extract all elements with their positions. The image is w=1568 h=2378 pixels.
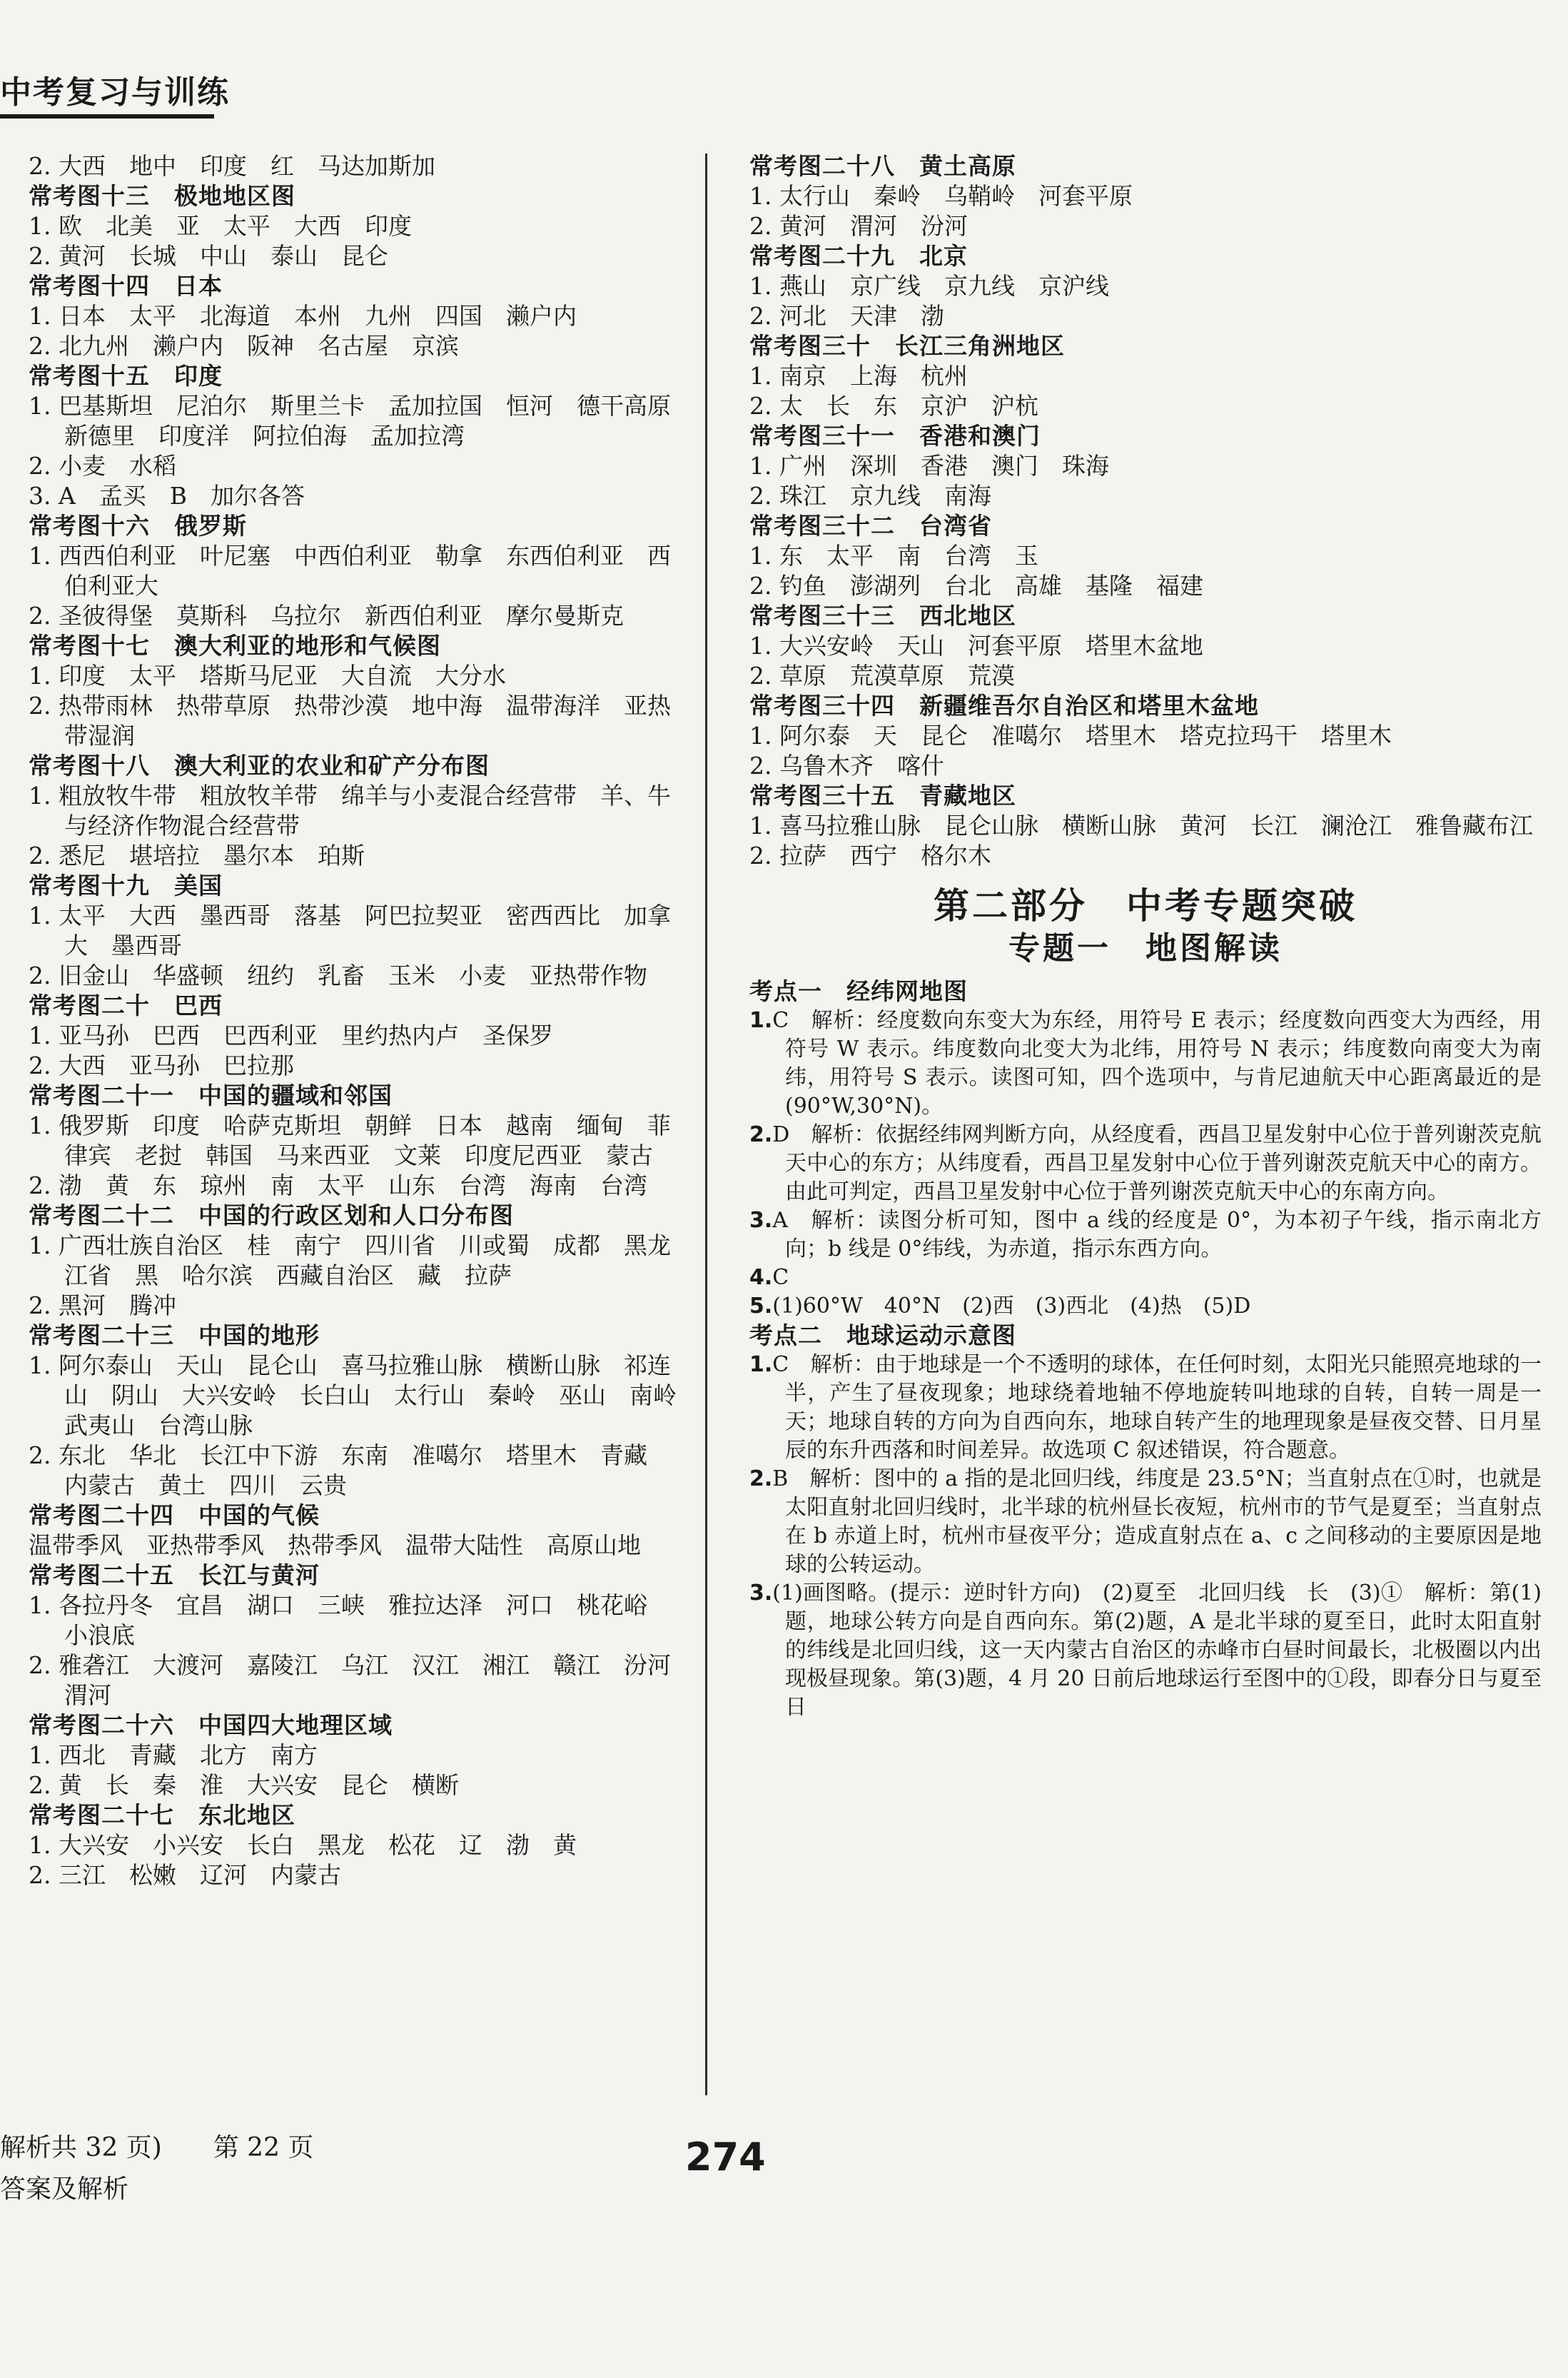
section-heading: 常考图三十五 青藏地区 bbox=[749, 782, 1016, 810]
answer-line: 2. 黄 长 秦 淮 大兴安 昆仑 横断 bbox=[29, 1771, 459, 1799]
explanation-item bbox=[749, 1351, 1542, 1465]
answer-line: 1. 西西伯利亚 叶尼塞 中西伯利亚 勒拿 东西伯利亚 西伯利亚大 bbox=[29, 542, 671, 600]
item-number: 5. bbox=[749, 1294, 773, 1319]
answer-line: 2. 太 长 东 京沪 沪杭 bbox=[749, 392, 1038, 420]
answer-line: 2. 渤 黄 东 琼州 南 太平 山东 台湾 海南 台湾 bbox=[29, 1172, 647, 1199]
explanation-item bbox=[749, 1292, 1542, 1321]
item-number: 3. bbox=[749, 1581, 773, 1606]
item-number: 3. bbox=[749, 1208, 773, 1233]
answer-line: 2. 乌鲁木齐 喀什 bbox=[749, 752, 944, 780]
answer-line: 1. 欧 北美 亚 太平 大西 印度 bbox=[29, 212, 412, 240]
answer-line: 2. 黑河 腾冲 bbox=[29, 1291, 176, 1319]
section-heading: 常考图二十七 东北地区 bbox=[29, 1801, 295, 1829]
section-heading: 常考图二十四 中国的气候 bbox=[29, 1501, 320, 1529]
answer-line: 2. 旧金山 华盛顿 纽约 乳畜 玉米 小麦 亚热带作物 bbox=[29, 962, 647, 989]
answer-line: 1. 阿尔泰 天 昆仑 准噶尔 塔里木 塔克拉玛干 塔里木 bbox=[749, 722, 1392, 750]
answer-line: 1. 太行山 秦岭 乌鞘岭 河套平原 bbox=[749, 182, 1133, 210]
section-heading: 常考图十五 印度 bbox=[29, 362, 223, 390]
answer-line: 2. 雅砻江 大渡河 嘉陵江 乌江 汉江 湘江 赣江 汾河 渭河 bbox=[29, 1651, 694, 1709]
answer-line: 1. 大兴安岭 天山 河套平原 塔里木盆地 bbox=[749, 632, 1203, 660]
answer-line: 2. 河北 天津 渤 bbox=[749, 302, 944, 330]
section-heading: 常考图二十三 中国的地形 bbox=[29, 1321, 320, 1349]
section-heading-kaodian1: 考点一 经纬网地图 bbox=[749, 977, 968, 1005]
answer-line: 1. 阿尔泰山 天山 昆仑山 喜马拉雅山脉 横断山脉 祁连山 阴山 大兴安岭 长白山 太行山 秦岭 巫山 南岭 武夷山 台湾山脉 bbox=[29, 1351, 700, 1439]
answer-line: 2. 圣彼得堡 莫斯科 乌拉尔 新西伯利亚 摩尔曼斯克 bbox=[29, 602, 624, 630]
column-divider bbox=[705, 153, 707, 2095]
section-heading: 常考图二十九 北京 bbox=[749, 242, 968, 270]
item-text: A 解析：读图分析可知，图中 a 线的经度是 0°，为本初子午线，指示南北方向；b 线是 0°纬线，为赤道，指示东西方向。 bbox=[772, 1208, 1542, 1261]
answer-line: 3. A 孟买 B 加尔各答 bbox=[29, 482, 305, 510]
footer-page-info: 解析共 32 页) 第 22 页 bbox=[0, 2133, 314, 2162]
section-heading: 常考图三十三 西北地区 bbox=[749, 602, 1016, 630]
item-text: C 解析：由于地球是一个不透明的球体，在任何时刻，太阳光只能照亮地球的一半，产生了昼夜现象；地球绕着地轴不停地旋转叫地球的自转，自转一周是一天；地球自转的方向为自西向东，地球自转产生的地理现象是昼夜交替、日月星辰的东升西落和时间差异。故选项 C 叙述错误，符合题意。 bbox=[772, 1352, 1542, 1463]
answer-line: 2. 黄河 长城 中山 泰山 昆仑 bbox=[29, 242, 388, 270]
item-text: C bbox=[772, 1265, 789, 1290]
kaodian2-items bbox=[749, 1351, 1542, 1722]
section-heading: 常考图三十 长江三角洲地区 bbox=[749, 332, 1065, 360]
item-number: 1. bbox=[749, 1352, 773, 1377]
item-number: 1. bbox=[749, 1008, 773, 1033]
answer-line: 1. 广西壮族自治区 桂 南宁 四川省 川或蜀 成都 黑龙江省 黑 哈尔滨 西藏自治区 藏 拉萨 bbox=[29, 1231, 671, 1289]
part-title: 第二部分 中考专题突破 bbox=[934, 885, 1357, 927]
section-heading: 常考图二十二 中国的行政区划和人口分布图 bbox=[29, 1201, 514, 1229]
section-heading: 常考图二十 巴西 bbox=[29, 992, 223, 1019]
answer-line: 1. 西北 青藏 北方 南方 bbox=[29, 1741, 318, 1769]
section-heading: 常考图三十一 香港和澳门 bbox=[749, 422, 1041, 450]
answer-line: 2. 大西 地中 印度 红 马达加斯加 bbox=[29, 152, 435, 180]
section-heading-kaodian2: 考点二 地球运动示意图 bbox=[749, 1321, 1016, 1349]
answer-line: 2. 悉尼 堪培拉 墨尔本 珀斯 bbox=[29, 842, 365, 870]
explanation-item bbox=[749, 1007, 1542, 1121]
section-heading: 常考图十八 澳大利亚的农业和矿产分布图 bbox=[29, 752, 490, 780]
item-text: (1)60°W 40°N (2)西 (3)西北 (4)热 (5)D bbox=[772, 1294, 1251, 1319]
explanation-item bbox=[749, 1121, 1542, 1206]
answer-line: 1. 燕山 京广线 京九线 京沪线 bbox=[749, 272, 1109, 300]
answer-line: 1. 巴基斯坦 尼泊尔 斯里兰卡 孟加拉国 恒河 德干高原 新德里 印度洋 阿拉伯海 孟加拉湾 bbox=[29, 392, 694, 450]
answer-line: 2. 钓鱼 澎湖列 台北 高雄 基隆 福建 bbox=[749, 572, 1203, 600]
left-column bbox=[29, 151, 700, 1890]
answer-line: 2. 小麦 水稻 bbox=[29, 452, 176, 480]
answer-line: 1. 各拉丹冬 宜昌 湖口 三峡 雅拉达泽 河口 桃花峪 小浪底 bbox=[29, 1591, 671, 1649]
page-number: 274 bbox=[685, 2135, 766, 2180]
section-heading: 常考图十六 俄罗斯 bbox=[29, 512, 247, 540]
section-heading: 常考图十四 日本 bbox=[29, 272, 223, 300]
section-heading: 常考图三十二 台湾省 bbox=[749, 512, 992, 540]
answer-line: 1. 亚马孙 巴西 巴西利亚 里约热内卢 圣保罗 bbox=[29, 1022, 553, 1049]
answer-line: 1. 广州 深圳 香港 澳门 珠海 bbox=[749, 452, 1109, 480]
answer-line: 1. 东 太平 南 台湾 玉 bbox=[749, 542, 1038, 570]
answer-line: 1. 太平 大西 墨西哥 落基 阿巴拉契亚 密西西比 加拿大 墨西哥 bbox=[29, 902, 671, 959]
answer-line: 2. 三江 松嫩 辽河 内蒙古 bbox=[29, 1861, 341, 1889]
item-number: 4. bbox=[749, 1265, 773, 1290]
answer-line: 1. 印度 太平 塔斯马尼亚 大自流 大分水 bbox=[29, 662, 506, 690]
item-text: (1)画图略。(提示：逆时针方向) (2)夏至 北回归线 长 (3)① 解析：第(1)题，地球公转方向是自西向东。第(2)题，A 是北半球的夏至日，此时太阳直射的纬线是北回归线，这一天内蒙古自治区的赤峰市白昼时间最长，北极圈以内出现极昼现象。第(3)题，4 月 20 日前后地球运行至图中的①段，即春分日与夏至日 bbox=[772, 1581, 1542, 1720]
section-heading: 常考图二十五 长江与黄河 bbox=[29, 1561, 320, 1589]
answer-line: 2. 黄河 渭河 汾河 bbox=[749, 212, 968, 240]
topic-title: 专题一 地图解读 bbox=[1008, 930, 1283, 967]
header-title: 中考复习与训练 bbox=[0, 71, 214, 119]
section-heading: 常考图三十四 新疆维吾尔自治区和塔里木盆地 bbox=[749, 692, 1259, 720]
item-text: C 解析：经度数向东变大为东经，用符号 E 表示；经度数向西变大为西经，用符号 W 表示。纬度数向北变大为北纬，用符号 N 表示；纬度数向南变大为南纬，用符号 S 表示。读图可知，四个选项中，与肯尼迪航天中心距离最近的是(90°W,30°N)。 bbox=[772, 1008, 1542, 1119]
answer-line: 2. 东北 华北 长江中下游 东南 准噶尔 塔里木 青藏 内蒙古 黄土 四川 云贵 bbox=[29, 1441, 671, 1499]
kaodian1-items bbox=[749, 1007, 1542, 1321]
right-column bbox=[749, 151, 1542, 1722]
item-text: D 解析：依据经纬网判断方向，从经度看，西昌卫星发射中心位于普列谢茨克航天中心的东方；从纬度看，西昌卫星发射中心位于普列谢茨克航天中心的南方。由此可判定，西昌卫星发射中心位于普列谢茨克航天中心的东南方向。 bbox=[772, 1122, 1542, 1204]
answer-line: 2. 大西 亚马孙 巴拉那 bbox=[29, 1052, 294, 1079]
answer-line: 2. 热带雨林 热带草原 热带沙漠 地中海 温带海洋 亚热带湿润 bbox=[29, 692, 671, 750]
section-heading: 常考图十七 澳大利亚的地形和气候图 bbox=[29, 632, 441, 660]
section-heading: 常考图二十六 中国四大地理区域 bbox=[29, 1711, 393, 1739]
right-answer-list bbox=[749, 151, 1542, 871]
answer-line: 2. 北九州 濑户内 阪神 名古屋 京滨 bbox=[29, 332, 459, 360]
answer-line: 1. 俄罗斯 印度 哈萨克斯坦 朝鲜 日本 越南 缅甸 菲律宾 老挝 韩国 马来西亚 文莱 印度尼西亚 蒙古 bbox=[29, 1112, 671, 1169]
answer-line: 1. 大兴安 小兴安 长白 黑龙 松花 辽 渤 黄 bbox=[29, 1831, 577, 1859]
footer bbox=[0, 2127, 313, 2210]
answer-line: 2. 珠江 京九线 南海 bbox=[749, 482, 991, 510]
explanation-item bbox=[749, 1206, 1542, 1264]
explanation-item bbox=[749, 1579, 1542, 1722]
answer-line: 温带季风 亚热带季风 热带季风 温带大陆性 高原山地 bbox=[29, 1531, 641, 1559]
answer-line: 1. 日本 太平 北海道 本州 九州 四国 濑户内 bbox=[29, 302, 577, 330]
section-heading: 常考图十三 极地地区图 bbox=[29, 182, 295, 210]
item-text: B 解析：图中的 a 指的是北回归线，纬度是 23.5°N；当直射点在①时，也就是太阳直射北回归线时，北半球的杭州昼长夜短，杭州市的节气是夏至；当直射点在 b 赤道上时，杭州市昼夜平分；造成直射点在 a、c 之间移动的主要原因是地球的公转运动。 bbox=[772, 1466, 1542, 1577]
answer-line: 1. 南京 上海 杭州 bbox=[749, 362, 968, 390]
answer-line: 1. 喜马拉雅山脉 昆仑山脉 横断山脉 黄河 长江 澜沧江 雅鲁藏布江 bbox=[749, 812, 1533, 840]
answer-line: 2. 草原 荒漠草原 荒漠 bbox=[749, 662, 1015, 690]
answer-line: 2. 拉萨 西宁 格尔木 bbox=[749, 842, 991, 870]
section-heading: 常考图十九 美国 bbox=[29, 872, 223, 900]
section-heading: 常考图二十八 黄土高原 bbox=[749, 152, 1016, 180]
explanation-item bbox=[749, 1465, 1542, 1579]
explanation-item bbox=[749, 1264, 1542, 1292]
section-heading: 常考图二十一 中国的疆域和邻国 bbox=[29, 1082, 393, 1109]
answer-line: 1. 粗放牧牛带 粗放牧羊带 绵羊与小麦混合经营带 羊、牛与经济作物混合经营带 bbox=[29, 782, 671, 840]
item-number: 2. bbox=[749, 1466, 773, 1491]
item-number: 2. bbox=[749, 1122, 773, 1147]
footer-label: 答案及解析 bbox=[0, 2175, 129, 2204]
